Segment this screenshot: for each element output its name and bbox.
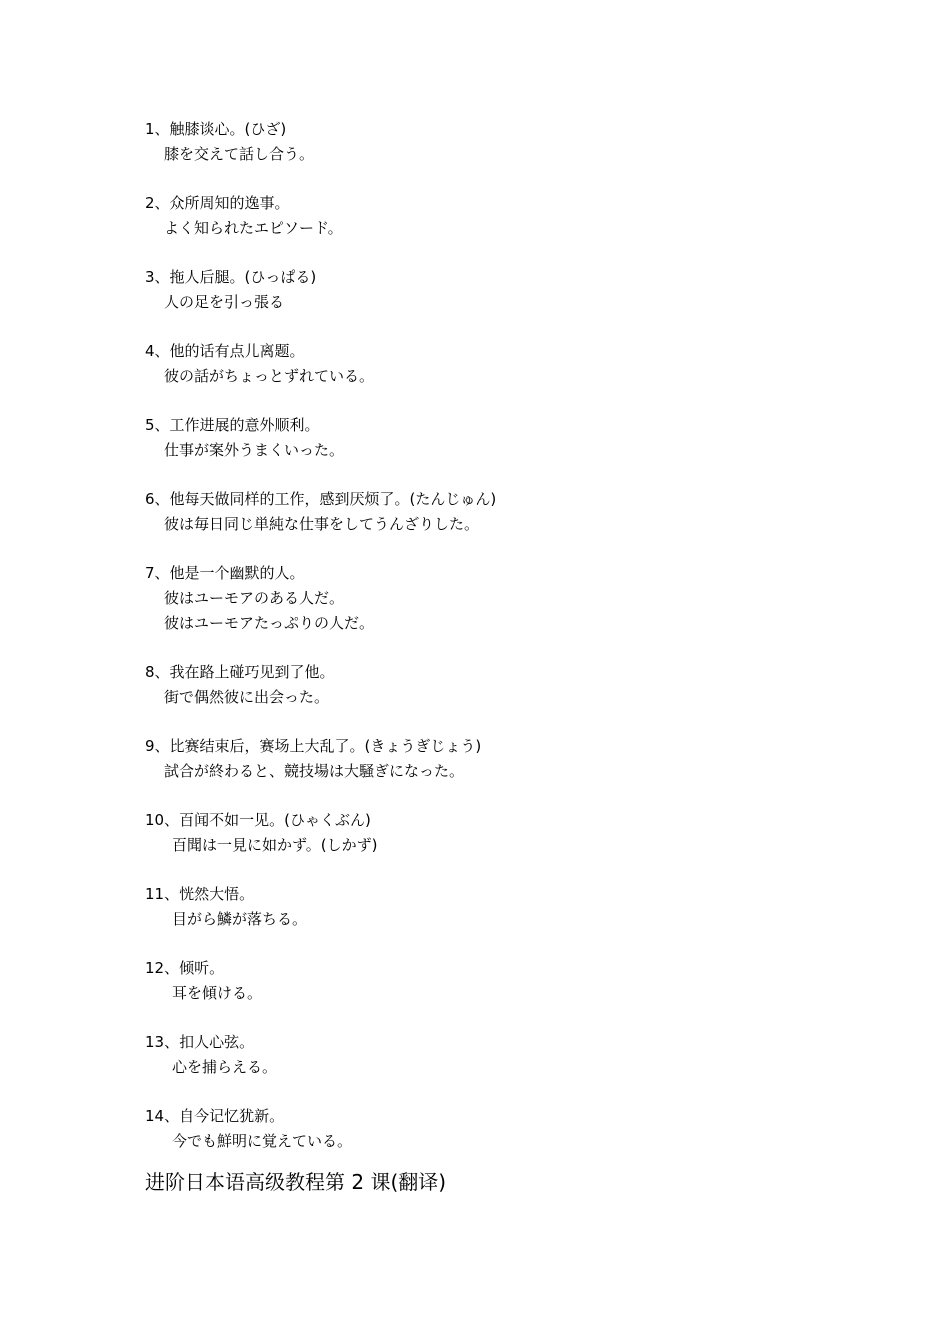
japanese-translation: 百聞は一見に如かず。(しかず) <box>172 836 378 854</box>
chinese-sentence: 1、触膝谈心。(ひざ) <box>145 120 287 138</box>
translation-item-14 <box>145 1104 905 1154</box>
translation-item-4 <box>145 339 905 389</box>
japanese-translation: 試合が終わると、競技場は大騒ぎになった。 <box>164 762 465 780</box>
chinese-sentence: 9、比赛结束后，赛场上大乱了。(きょうぎじょう) <box>145 737 482 755</box>
japanese-translation: 膝を交えて話し合う。 <box>164 145 315 163</box>
chinese-sentence: 4、他的话有点儿离题。 <box>145 342 305 360</box>
japanese-translation: 彼はユーモアのある人だ。 <box>164 589 345 607</box>
translation-item-8 <box>145 660 905 710</box>
chinese-sentence: 12、倾听。 <box>145 959 225 977</box>
translation-item-11 <box>145 882 905 932</box>
translation-item-5 <box>145 413 905 463</box>
translation-item-1 <box>145 117 905 167</box>
japanese-translation: 目がら鱗が落ちる。 <box>172 910 308 928</box>
chinese-sentence: 11、恍然大悟。 <box>145 885 255 903</box>
translation-item-2 <box>145 191 905 241</box>
section-title: 进阶日本语高级教程第 2 课(翻译) <box>145 1170 447 1194</box>
chinese-sentence: 14、自今记忆犹新。 <box>145 1107 285 1125</box>
translation-item-10 <box>145 808 905 858</box>
chinese-sentence: 8、我在路上碰巧见到了他。 <box>145 663 335 681</box>
japanese-translation: よく知られたエピソード。 <box>164 219 343 237</box>
japanese-translation: 心を捕らえる。 <box>172 1058 278 1076</box>
document-body <box>145 117 905 1196</box>
translation-item-7 <box>145 561 905 636</box>
translation-item-9 <box>145 734 905 784</box>
translation-item-6 <box>145 487 905 537</box>
japanese-translation-alt: 彼はユーモアたっぷりの人だ。 <box>164 614 375 632</box>
chinese-sentence: 13、扣人心弦。 <box>145 1033 255 1051</box>
translation-item-12 <box>145 956 905 1006</box>
japanese-translation: 街で偶然彼に出会った。 <box>164 688 330 706</box>
chinese-sentence: 3、拖人后腿。(ひっぱる) <box>145 268 317 286</box>
japanese-translation: 彼の話がちょっとずれている。 <box>164 367 375 385</box>
japanese-translation: 耳を傾ける。 <box>172 984 263 1002</box>
translation-item-3 <box>145 265 905 315</box>
japanese-translation: 今でも鮮明に覚えている。 <box>172 1132 353 1150</box>
translation-item-13 <box>145 1030 905 1080</box>
japanese-translation: 人の足を引っ張る <box>164 293 285 311</box>
chinese-sentence: 7、他是一个幽默的人。 <box>145 564 305 582</box>
chinese-sentence: 10、百闻不如一见。(ひゃくぶん) <box>145 811 371 829</box>
chinese-sentence: 2、众所周知的逸事。 <box>145 194 290 212</box>
japanese-translation: 彼は毎日同じ単純な仕事をしてうんざりした。 <box>164 515 480 533</box>
chinese-sentence: 5、工作进展的意外顺利。 <box>145 416 320 434</box>
japanese-translation: 仕事が案外うまくいった。 <box>164 441 345 459</box>
chinese-sentence: 6、他每天做同样的工作，感到厌烦了。(たんじゅん) <box>145 490 497 508</box>
